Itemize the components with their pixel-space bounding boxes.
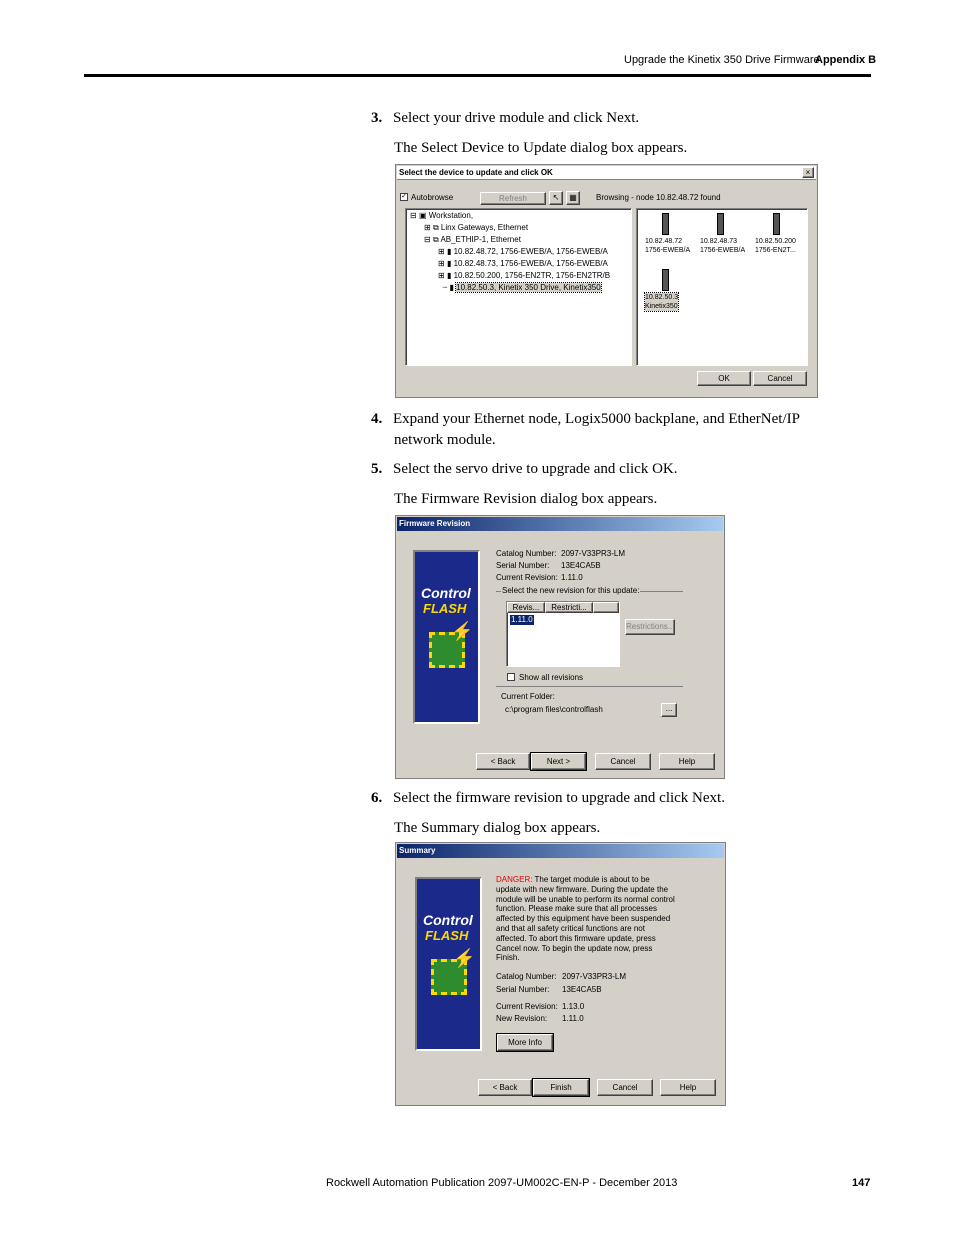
module-icon: ▮ [449, 283, 454, 292]
module-icon: ▮ [446, 247, 452, 256]
tree-node-selected[interactable]: ┈ ▮ 10.82.50.3, Kinetix 350 Drive, Kinetix350 [438, 283, 601, 292]
restrictions-column-header[interactable]: Restricti... [545, 602, 593, 613]
device-pane[interactable] [636, 208, 808, 366]
computer-icon: ▣ [418, 211, 427, 220]
autobrowse-label: Autobrowse [411, 193, 454, 202]
summary-dialog [395, 842, 726, 1106]
back-button[interactable]: < Back [478, 1079, 532, 1096]
controlflash-logo: Control FLASH ⚡ [415, 877, 482, 1051]
serial-label: Serial Number: [496, 561, 550, 570]
device-icon [662, 269, 669, 291]
current-label: Current Revision: [496, 573, 558, 582]
revision-column-header[interactable]: Revis... [507, 602, 545, 613]
arrow-icon[interactable]: ↖ [549, 191, 563, 205]
lightning-icon: ⚡ [453, 948, 476, 968]
network-icon: ⧉ [432, 235, 439, 244]
header-rule [84, 74, 871, 77]
catalog-label: Catalog Number: [496, 549, 557, 558]
refresh-button[interactable]: Refresh [480, 192, 546, 205]
header-appendix: Appendix B [815, 54, 877, 66]
device-item-selected[interactable]: 10.82.50.3 Kinetix350 [645, 294, 679, 310]
more-info-button[interactable]: More Info [497, 1034, 553, 1051]
finish-button[interactable]: Finish [533, 1079, 589, 1096]
show-all-label: Show all revisions [519, 673, 584, 682]
grid-view-icon[interactable]: ▦ [566, 191, 580, 205]
catalog-label: Catalog Number: [496, 972, 557, 981]
module-icon: ▮ [446, 259, 452, 268]
close-button[interactable]: × [802, 167, 814, 178]
help-button[interactable]: Help [659, 753, 715, 770]
cancel-button[interactable]: Cancel [597, 1079, 653, 1096]
header-section: Upgrade the Kinetix 350 Drive Firmware [624, 54, 820, 66]
serial-value: 13E4CA5B [561, 561, 601, 570]
page-number: 147 [852, 1177, 871, 1189]
device-icon [717, 213, 724, 235]
device-item[interactable]: 10.82.48.72 1756-EWEB/A [645, 238, 691, 254]
device-icon [662, 213, 669, 235]
folder-group [496, 686, 683, 687]
next-button[interactable]: Next > [531, 753, 586, 770]
para-summary: The Summary dialog box appears. [394, 820, 601, 836]
new-value: 1.11.0 [562, 1014, 584, 1023]
catalog-value: 2097-V33PR3-LM [561, 549, 626, 558]
tree-node-3[interactable]: ⊞ ▮ 10.82.50.200, 1756-EN2TR, 1756-EN2TR/B [438, 271, 611, 280]
back-button[interactable]: < Back [476, 753, 530, 770]
dialog-title: Firmware Revision [397, 517, 723, 531]
catalog-value: 2097-V33PR3-LM [562, 972, 627, 981]
device-icon [773, 213, 780, 235]
step-3: 3. Select your drive module and click Next. [371, 110, 640, 126]
tree-node-1[interactable]: ⊞ ▮ 10.82.48.72, 1756-EWEB/A, 1756-EWEB/A [438, 247, 608, 256]
autobrowse-checkbox[interactable]: ✓ [401, 193, 407, 200]
para-firmware-revision: The Firmware Revision dialog box appears. [394, 491, 658, 507]
serial-value: 13E4CA5B [562, 985, 602, 994]
current-value: 1.13.0 [562, 1002, 585, 1011]
step-6: 6. Select the firmware revision to upgrade and click Next. [371, 790, 725, 806]
serial-label: Serial Number: [496, 985, 550, 994]
tree-node-2[interactable]: ⊞ ▮ 10.82.48.73, 1756-EWEB/A, 1756-EWEB/A [438, 259, 608, 268]
current-label: Current Revision: [496, 1002, 558, 1011]
network-icon: ⧉ [432, 223, 439, 232]
dialog-title: Select the device to update and click OK [397, 166, 816, 180]
restrictions-button[interactable]: Restrictions... [625, 619, 675, 635]
ok-button[interactable]: OK [697, 371, 751, 386]
device-item[interactable]: 10.82.50.200 1756-EN2T... [755, 238, 796, 254]
tree-pane[interactable] [405, 208, 632, 366]
folder-value: c:\program files\controlflash [505, 705, 603, 714]
device-item[interactable]: 10.82.48.73 1756-EWEB/A [700, 238, 746, 254]
para-select-device: The Select Device to Update dialog box appears. [394, 140, 688, 156]
browse-button[interactable]: ... [661, 703, 677, 717]
step-4-cont: network module. [394, 432, 496, 448]
firmware-revision-dialog [395, 515, 725, 779]
show-all-checkbox[interactable] [507, 673, 515, 681]
tree-linx[interactable]: ⊞ ⧉ Linx Gateways, Ethernet [424, 223, 529, 232]
step-4: 4. Expand your Ethernet node, Logix5000 backplane, and EtherNet/IP [371, 411, 800, 427]
cancel-button[interactable]: Cancel [753, 371, 807, 386]
select-device-dialog [395, 164, 818, 398]
select-revision-label: Select the new revision for this update: [502, 586, 640, 595]
browse-status: Browsing - node 10.82.48.72 found [596, 193, 721, 202]
step-5: 5. Select the servo drive to upgrade and click OK. [371, 461, 678, 477]
danger-message: DANGER: The target module is about to be update with new firmware. During the update the module will be unable to perform its normal control function. Please make sure that all processes affected by this equipment have been suspended and that all safety critical functions are not affected. To abort this firmware update, press Cancel now. To begin the update now, press Finish. [496, 875, 675, 963]
revision-item-selected[interactable]: 1.11.0 [511, 615, 533, 624]
current-value: 1.11.0 [561, 573, 583, 582]
column-header-filler [593, 602, 619, 613]
folder-label: Current Folder: [501, 692, 555, 701]
help-button[interactable]: Help [660, 1079, 716, 1096]
footer-publication: Rockwell Automation Publication 2097-UM002C-EN-P - December 2013 [326, 1177, 678, 1189]
dialog-title: Summary [397, 844, 724, 858]
cancel-button[interactable]: Cancel [595, 753, 651, 770]
module-icon: ▮ [446, 271, 452, 280]
lightning-icon: ⚡ [451, 621, 474, 641]
revision-list[interactable] [506, 601, 620, 667]
tree-ethip[interactable]: ⊟ ⧉ AB_ETHIP-1, Ethernet [424, 235, 521, 244]
new-label: New Revision: [496, 1014, 548, 1023]
tree-workstation[interactable]: ⊟ ▣ Workstation, [410, 211, 474, 220]
controlflash-logo: Control FLASH ⚡ [413, 550, 480, 724]
